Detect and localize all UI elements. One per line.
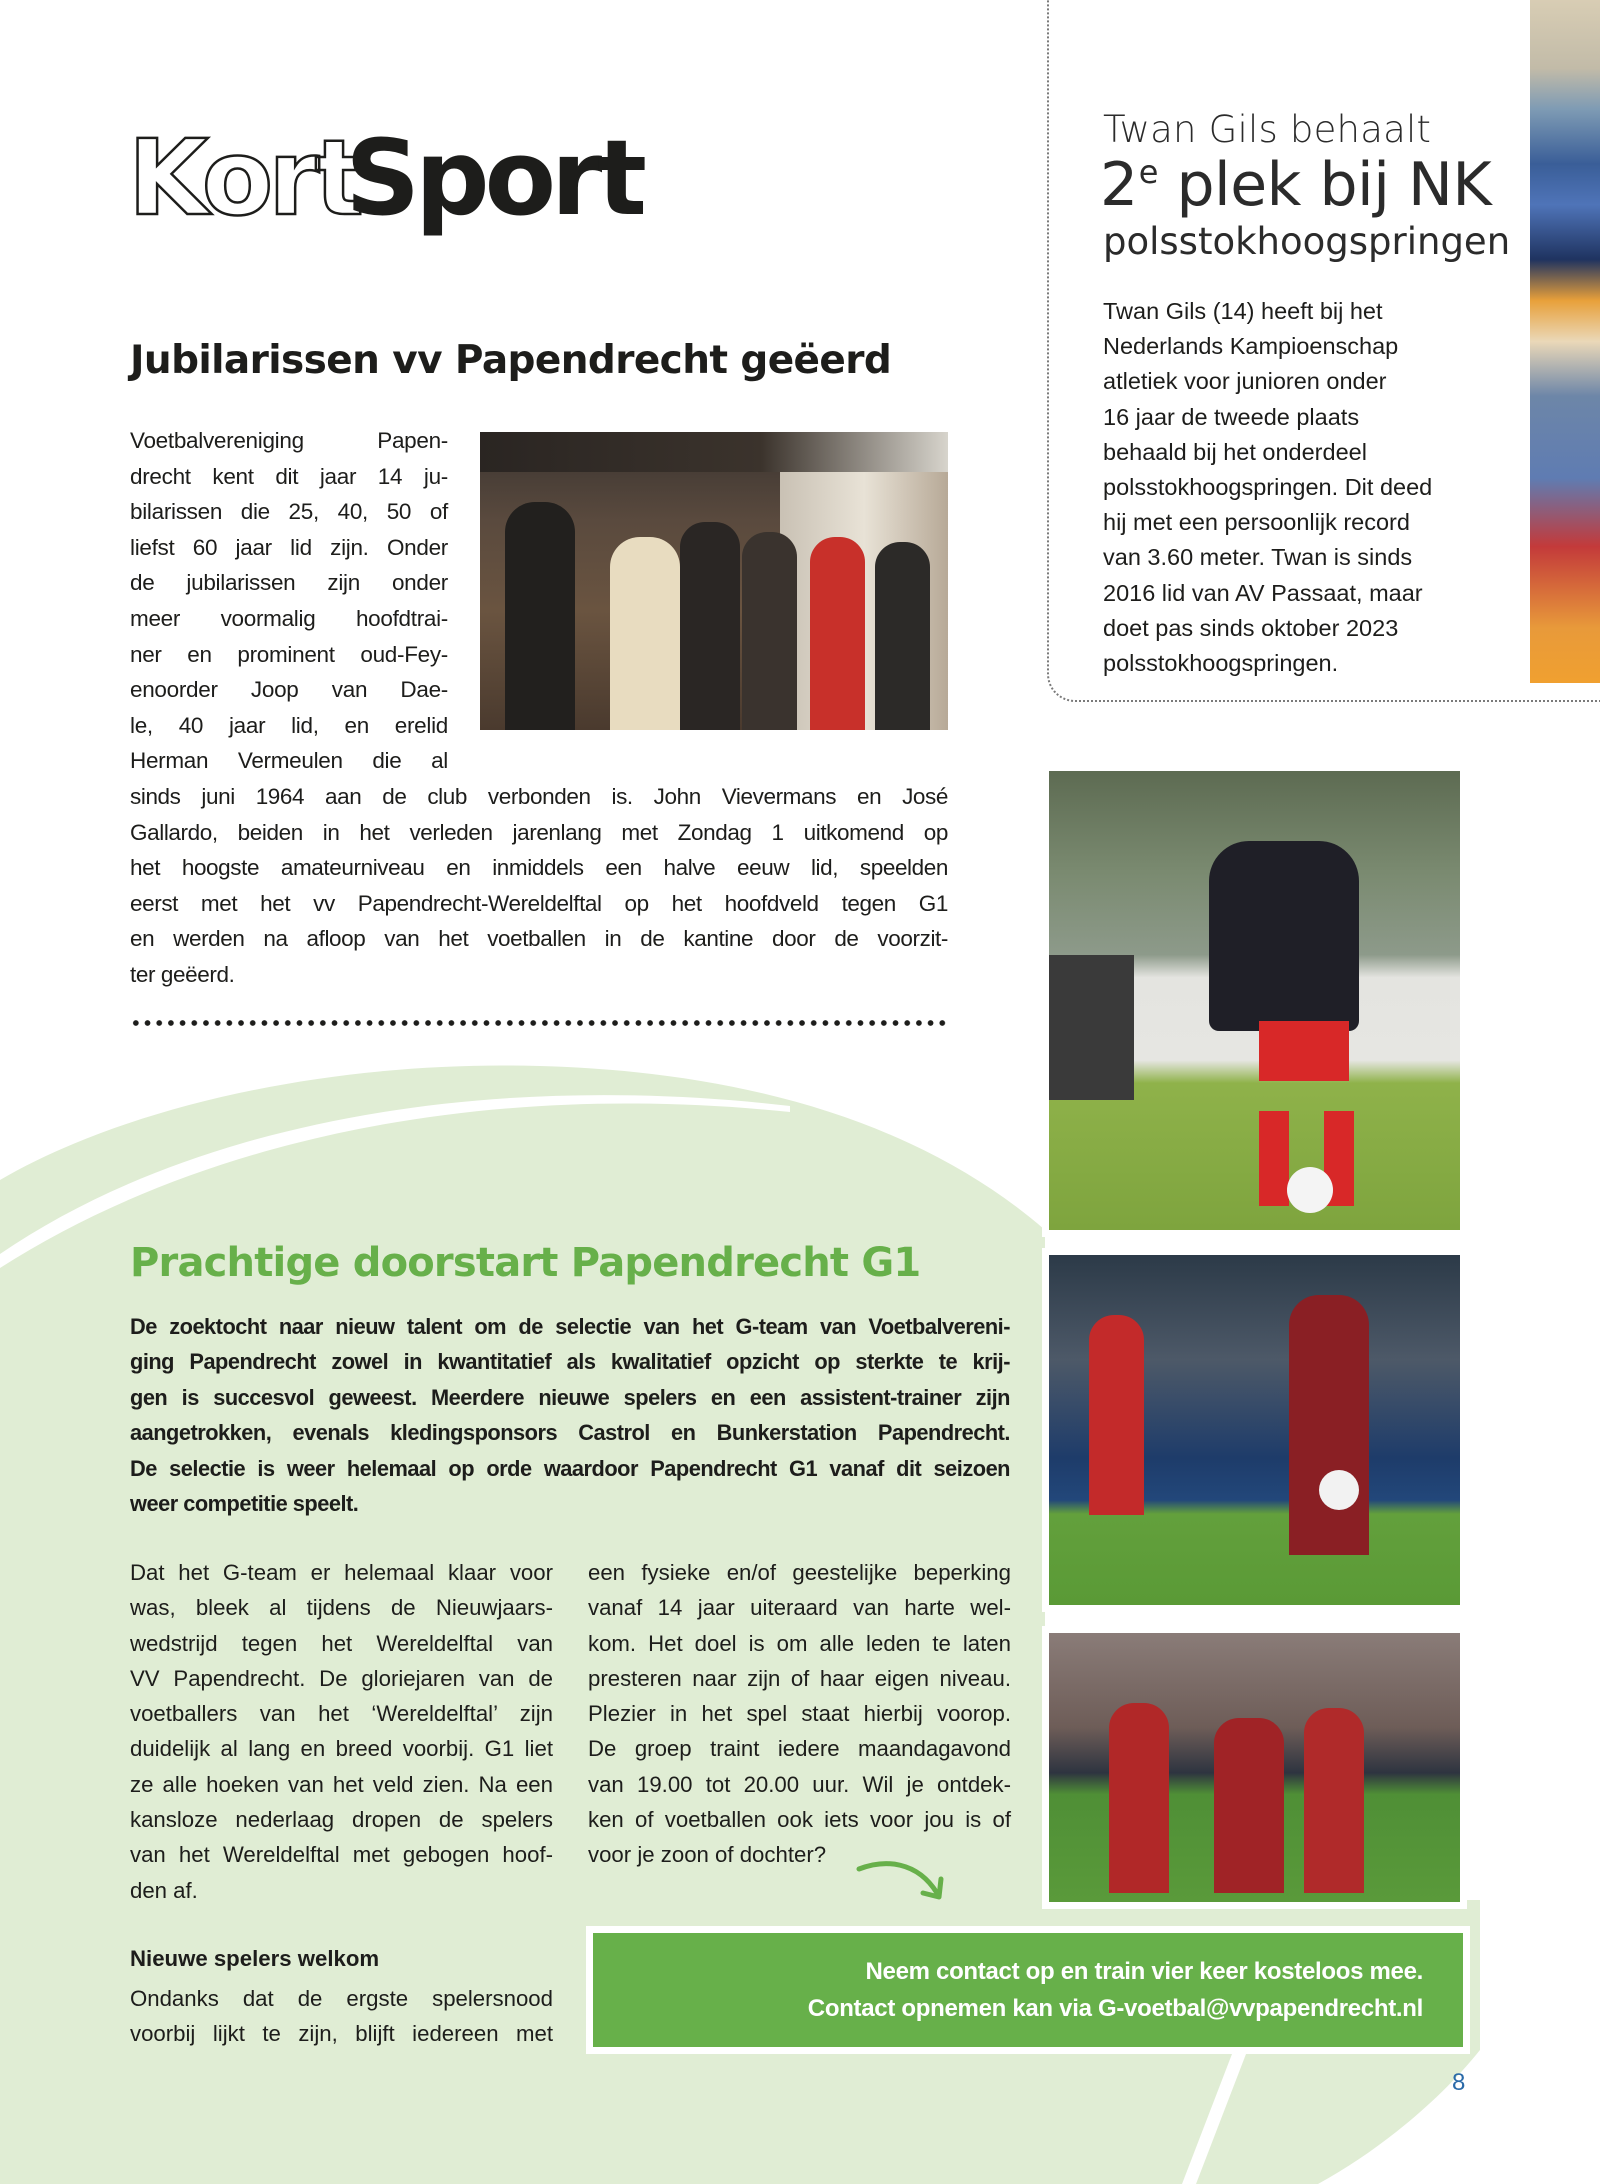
text-line: kom. Het doel is om alle leden te laten xyxy=(588,1630,1011,1656)
cta-line-2[interactable]: Contact opnemen kan via G-voetbal@vvpapendrecht.nl xyxy=(807,1995,1423,2022)
curved-arrow-icon xyxy=(855,1855,955,1905)
text-line: voorbij lijkt te zijn, blijft iedereen met xyxy=(130,2021,553,2047)
text-line: behaald bij het onderdeel xyxy=(1103,438,1367,465)
photo-player-3 xyxy=(1042,1626,1467,1909)
page-number: 8 xyxy=(1452,2069,1466,2096)
text-line: de jubilarissen zijn onder xyxy=(130,570,448,596)
text-line: meer voormalig hoofdtrai- xyxy=(130,605,448,631)
photo-jubilarissen-group xyxy=(480,432,948,730)
text-line: was, bleek al tijdens de Nieuwjaars- xyxy=(130,1595,553,1621)
photo-player-2 xyxy=(1042,1248,1467,1612)
logo-kort: Kort xyxy=(128,117,360,239)
twan-title-line1: Twan Gils behaalt xyxy=(1103,108,1432,151)
kortsport-logo xyxy=(128,118,642,238)
text-line: van 19.00 tot 20.00 uur. Wil je ontdek- xyxy=(588,1771,1011,1797)
cta-contact-box xyxy=(593,1933,1463,2047)
twan-title-line3: polsstokhoogspringen xyxy=(1103,220,1511,263)
article-column-left-continued xyxy=(130,1981,553,2052)
twan-title-rest: plek bij NK xyxy=(1176,150,1492,220)
text-line: 2016 lid van AV Passaat, maar xyxy=(1103,579,1423,606)
text-line: Herman Vermeulen die al xyxy=(130,748,448,774)
twan-title-superscript: e xyxy=(1138,153,1158,191)
text-line: Dat het G-team er helemaal klaar voor xyxy=(130,1560,553,1585)
photo-pole-vault-strip xyxy=(1530,0,1600,683)
text-line: Plezier in het spel staat hierbij voorop. xyxy=(588,1701,1011,1727)
cta-line-1: Neem contact op en train vier keer kosteloos mee. xyxy=(865,1958,1423,1985)
dotted-separator xyxy=(130,1017,948,1029)
photo-player-1 xyxy=(1042,764,1467,1237)
text-line: ter geëerd. xyxy=(130,961,235,987)
text-line: enoorder Joop van Dae- xyxy=(130,677,448,703)
text-line: weer competitie speelt. xyxy=(130,1491,359,1517)
text-line: Twan Gils (14) heeft bij het xyxy=(1103,298,1383,324)
text-line: duidelijk al lang en breed voorbij. G1 liet xyxy=(130,1736,553,1762)
text-line: Gallardo, beiden in het verleden jarenlang met Zondag 1 uitkomend op xyxy=(130,819,948,845)
text-line: hij met een persoonlijk record xyxy=(1103,509,1410,536)
logo-sport: Sport xyxy=(345,117,643,239)
text-line: wedstrijd tegen het Wereldelftal van xyxy=(130,1630,553,1656)
text-line: vanaf 14 jaar uiteraard van harte wel- xyxy=(588,1595,1011,1621)
twan-article-body xyxy=(1103,294,1523,681)
text-line: kansloze nederlaag dropen de spelers xyxy=(130,1807,553,1833)
text-line: aangetrokken, evenals kledingsponsors Castrol en Bunkerstation Papendrecht. xyxy=(130,1420,1010,1446)
text-line: De selectie is weer helemaal op orde waardoor Papendrecht G1 vanaf dit seizoen xyxy=(130,1455,1010,1481)
text-line: 16 jaar de tweede plaats xyxy=(1103,403,1360,430)
article-body-jubilarissen-continued xyxy=(130,779,948,993)
text-line: den af. xyxy=(130,1877,198,1903)
article-intro-g1 xyxy=(130,1309,1010,1521)
text-line: van het Wereldelftal met gebogen hoof- xyxy=(130,1842,553,1868)
text-line: liefst 60 jaar lid zijn. Onder xyxy=(130,534,448,560)
text-line: doet pas sinds oktober 2023 xyxy=(1103,614,1399,641)
article-column-left xyxy=(130,1555,553,1908)
twan-title-number: 2 xyxy=(1100,150,1138,220)
text-line: polsstokhoogspringen. Dit deed xyxy=(1103,474,1433,501)
text-line: het hoogste amateurniveau en inmiddels een halve eeuw lid, speelden xyxy=(130,855,948,881)
twan-title-line2 xyxy=(1100,150,1491,220)
text-line: ze alle hoeken van het veld zien. Na een xyxy=(130,1771,553,1797)
text-line: ging Papendrecht zowel in kwantitatief als kwalitatief opzicht op sterkte te krij- xyxy=(130,1349,1010,1375)
article-body-jubilarissen-wrap xyxy=(130,423,448,779)
text-line: van 3.60 meter. Twan is sinds xyxy=(1103,544,1413,571)
text-line: sinds juni 1964 aan de club verbonden is. John Vievermans en José xyxy=(130,784,948,809)
article-title-jubilarissen: Jubilarissen vv Papendrecht geëerd xyxy=(130,338,892,383)
text-line: ner en prominent oud-Fey- xyxy=(130,641,448,667)
text-line: presteren naar zijn of haar eigen niveau. xyxy=(588,1665,1011,1691)
text-line: Nederlands Kampioenschap xyxy=(1103,333,1399,360)
text-line: voor je zoon of dochter? xyxy=(588,1842,827,1868)
subheading-nieuwe-spelers: Nieuwe spelers welkom xyxy=(130,1946,380,1971)
article-title-g1: Prachtige doorstart Papendrecht G1 xyxy=(130,1240,921,1286)
text-line: De zoektocht naar nieuw talent om de selectie van het G-team van Voetbalvereni- xyxy=(130,1314,1010,1339)
text-line: ken of voetballen ook iets voor jou is of xyxy=(588,1807,1011,1833)
text-line: voetballers van het ‘Wereldelftal’ zijn xyxy=(130,1701,553,1727)
text-line: gen is succesvol geweest. Meerdere nieuwe spelers en een assistent-trainer zijn xyxy=(130,1384,1010,1410)
text-line: drecht kent dit jaar 14 ju- xyxy=(130,463,448,489)
text-line: Voetbalvereniging Papen- xyxy=(130,428,448,453)
text-line: VV Papendrecht. De gloriejaren van de xyxy=(130,1665,553,1691)
text-line: atletiek voor junioren onder xyxy=(1103,368,1387,395)
text-line: bilarissen die 25, 40, 50 of xyxy=(130,499,448,525)
text-line: en werden na afloop van het voetballen in de kantine door de voorzit- xyxy=(130,926,948,952)
text-line: polsstokhoogspringen. xyxy=(1103,650,1339,677)
article-column-right xyxy=(588,1555,1011,1873)
text-line: Ondanks dat de ergste spelersnood xyxy=(130,1986,553,2011)
text-line: eerst met het vv Papendrecht-Wereldelftal op het hoofdveld tegen G1 xyxy=(130,890,948,916)
text-line: De groep traint iedere maandagavond xyxy=(588,1736,1011,1762)
text-line: le, 40 jaar lid, en erelid xyxy=(130,712,448,738)
text-line: een fysieke en/of geestelijke beperking xyxy=(588,1560,1011,1585)
